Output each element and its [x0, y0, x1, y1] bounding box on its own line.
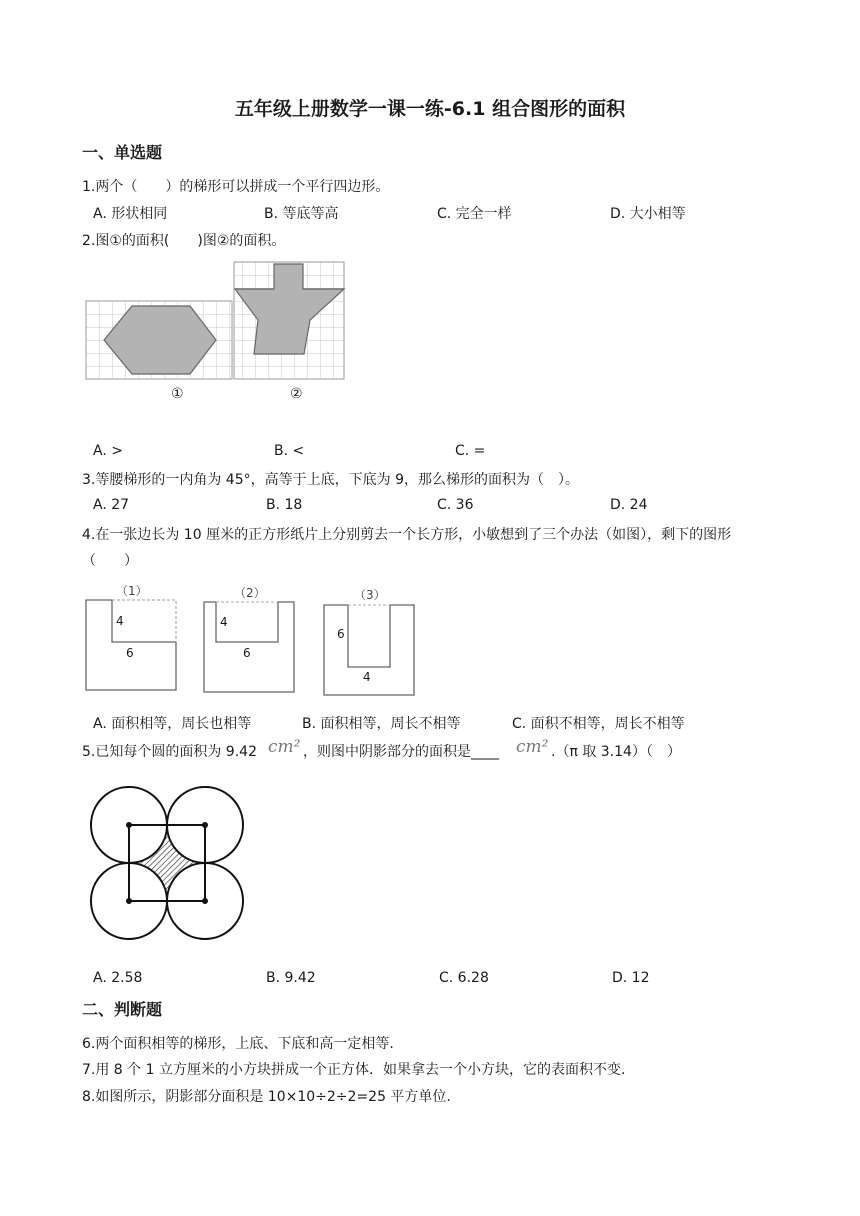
question-4-figure-2-dim-b: 6 [243, 646, 251, 660]
question-4-figure-1-label: （1） [116, 584, 148, 598]
question-2-figure-1-label: ① [171, 386, 184, 402]
shaded-region [129, 825, 205, 901]
question-4-stem-line-1: 4.在一张边长为 10 厘米的正方形纸片上分别剪去一个长方形，小敏想到了三个办法（如图），剩下的图形 [82, 527, 732, 543]
question-3-option-d[interactable]: D. 24 [610, 497, 648, 513]
question-1-option-d[interactable]: D. 大小相等 [610, 206, 686, 222]
question-3-option-c[interactable]: C. 36 [437, 497, 474, 513]
question-4-option-a[interactable]: A. 面积相等，周长也相等 [93, 716, 252, 732]
question-4-figure-3-label: （3） [354, 588, 386, 602]
question-2-stem: 2.图①的面积( )图②的面积。 [82, 233, 286, 249]
question-1-option-c[interactable]: C. 完全一样 [437, 206, 512, 222]
question-4-stem-line-2: （ ） [82, 553, 138, 569]
question-5-stem-part-1: 5.已知每个圆的面积为 9.42 [82, 744, 257, 760]
question-3-option-b[interactable]: B. 18 [266, 497, 303, 513]
question-4-figure-2-label: （2） [234, 586, 266, 600]
question-3-option-a[interactable]: A. 27 [93, 497, 130, 513]
question-3-stem: 3.等腰梯形的一内角为 45°，高等于上底，下底为 9，那么梯形的面积为（ ）。 [82, 472, 579, 488]
question-4-figure-3 [322, 603, 418, 699]
question-7-stem: 7.用 8 个 1 立方厘米的小方块拼成一个正方体．如果拿去一个小方块，它的表面积不变. [82, 1062, 626, 1078]
question-5-stem-part-2: ，则图中阴影部分的面积是____ [303, 744, 499, 760]
question-5-stem-part-3: .（π 取 3.14）（ ） [551, 744, 681, 760]
question-1-stem: 1.两个（ ）的梯形可以拼成一个平行四边形。 [82, 179, 390, 195]
question-4-figure-3-dim-b: 4 [363, 670, 371, 684]
question-1-option-a[interactable]: A. 形状相同 [93, 206, 168, 222]
section-heading-true-false: 二、判断题 [82, 1000, 163, 1019]
question-4-figure-3-dim-a: 6 [337, 627, 345, 641]
question-4-option-b[interactable]: B. 面积相等，周长不相等 [302, 716, 461, 732]
question-5-option-c[interactable]: C. 6.28 [439, 970, 489, 986]
question-2-option-c[interactable]: C. = [455, 443, 486, 459]
question-4-figure-1-dim-a: 4 [116, 614, 124, 628]
question-6-stem: 6.两个面积相等的梯形，上底、下底和高一定相等. [82, 1036, 394, 1052]
question-5-option-d[interactable]: D. 12 [612, 970, 650, 986]
question-2-option-b[interactable]: B. < [274, 443, 305, 459]
question-8-stem: 8.如图所示，阴影部分面积是 10×10÷2÷2=25 平方单位. [82, 1089, 451, 1105]
section-heading-single-choice: 一、单选题 [82, 143, 163, 162]
question-5-option-b[interactable]: B. 9.42 [266, 970, 316, 986]
question-5-unit-2: cm² [516, 737, 549, 757]
question-5-circles-figure [86, 782, 248, 944]
question-1-option-b[interactable]: B. 等底等高 [264, 206, 339, 222]
question-2-option-a[interactable]: A. > [93, 443, 123, 459]
page-title: 五年级上册数学一课一练-6.1 组合图形的面积 [234, 98, 626, 120]
question-5-unit-1: cm² [268, 737, 301, 757]
question-5-option-a[interactable]: A. 2.58 [93, 970, 143, 986]
question-2-figure-2-label: ② [290, 386, 303, 402]
question-2-grid-figure [86, 262, 348, 380]
question-4-option-c[interactable]: C. 面积不相等，周长不相等 [512, 716, 685, 732]
question-4-figure-1-dim-b: 6 [126, 646, 134, 660]
question-4-figure-2-dim-a: 4 [220, 615, 228, 629]
